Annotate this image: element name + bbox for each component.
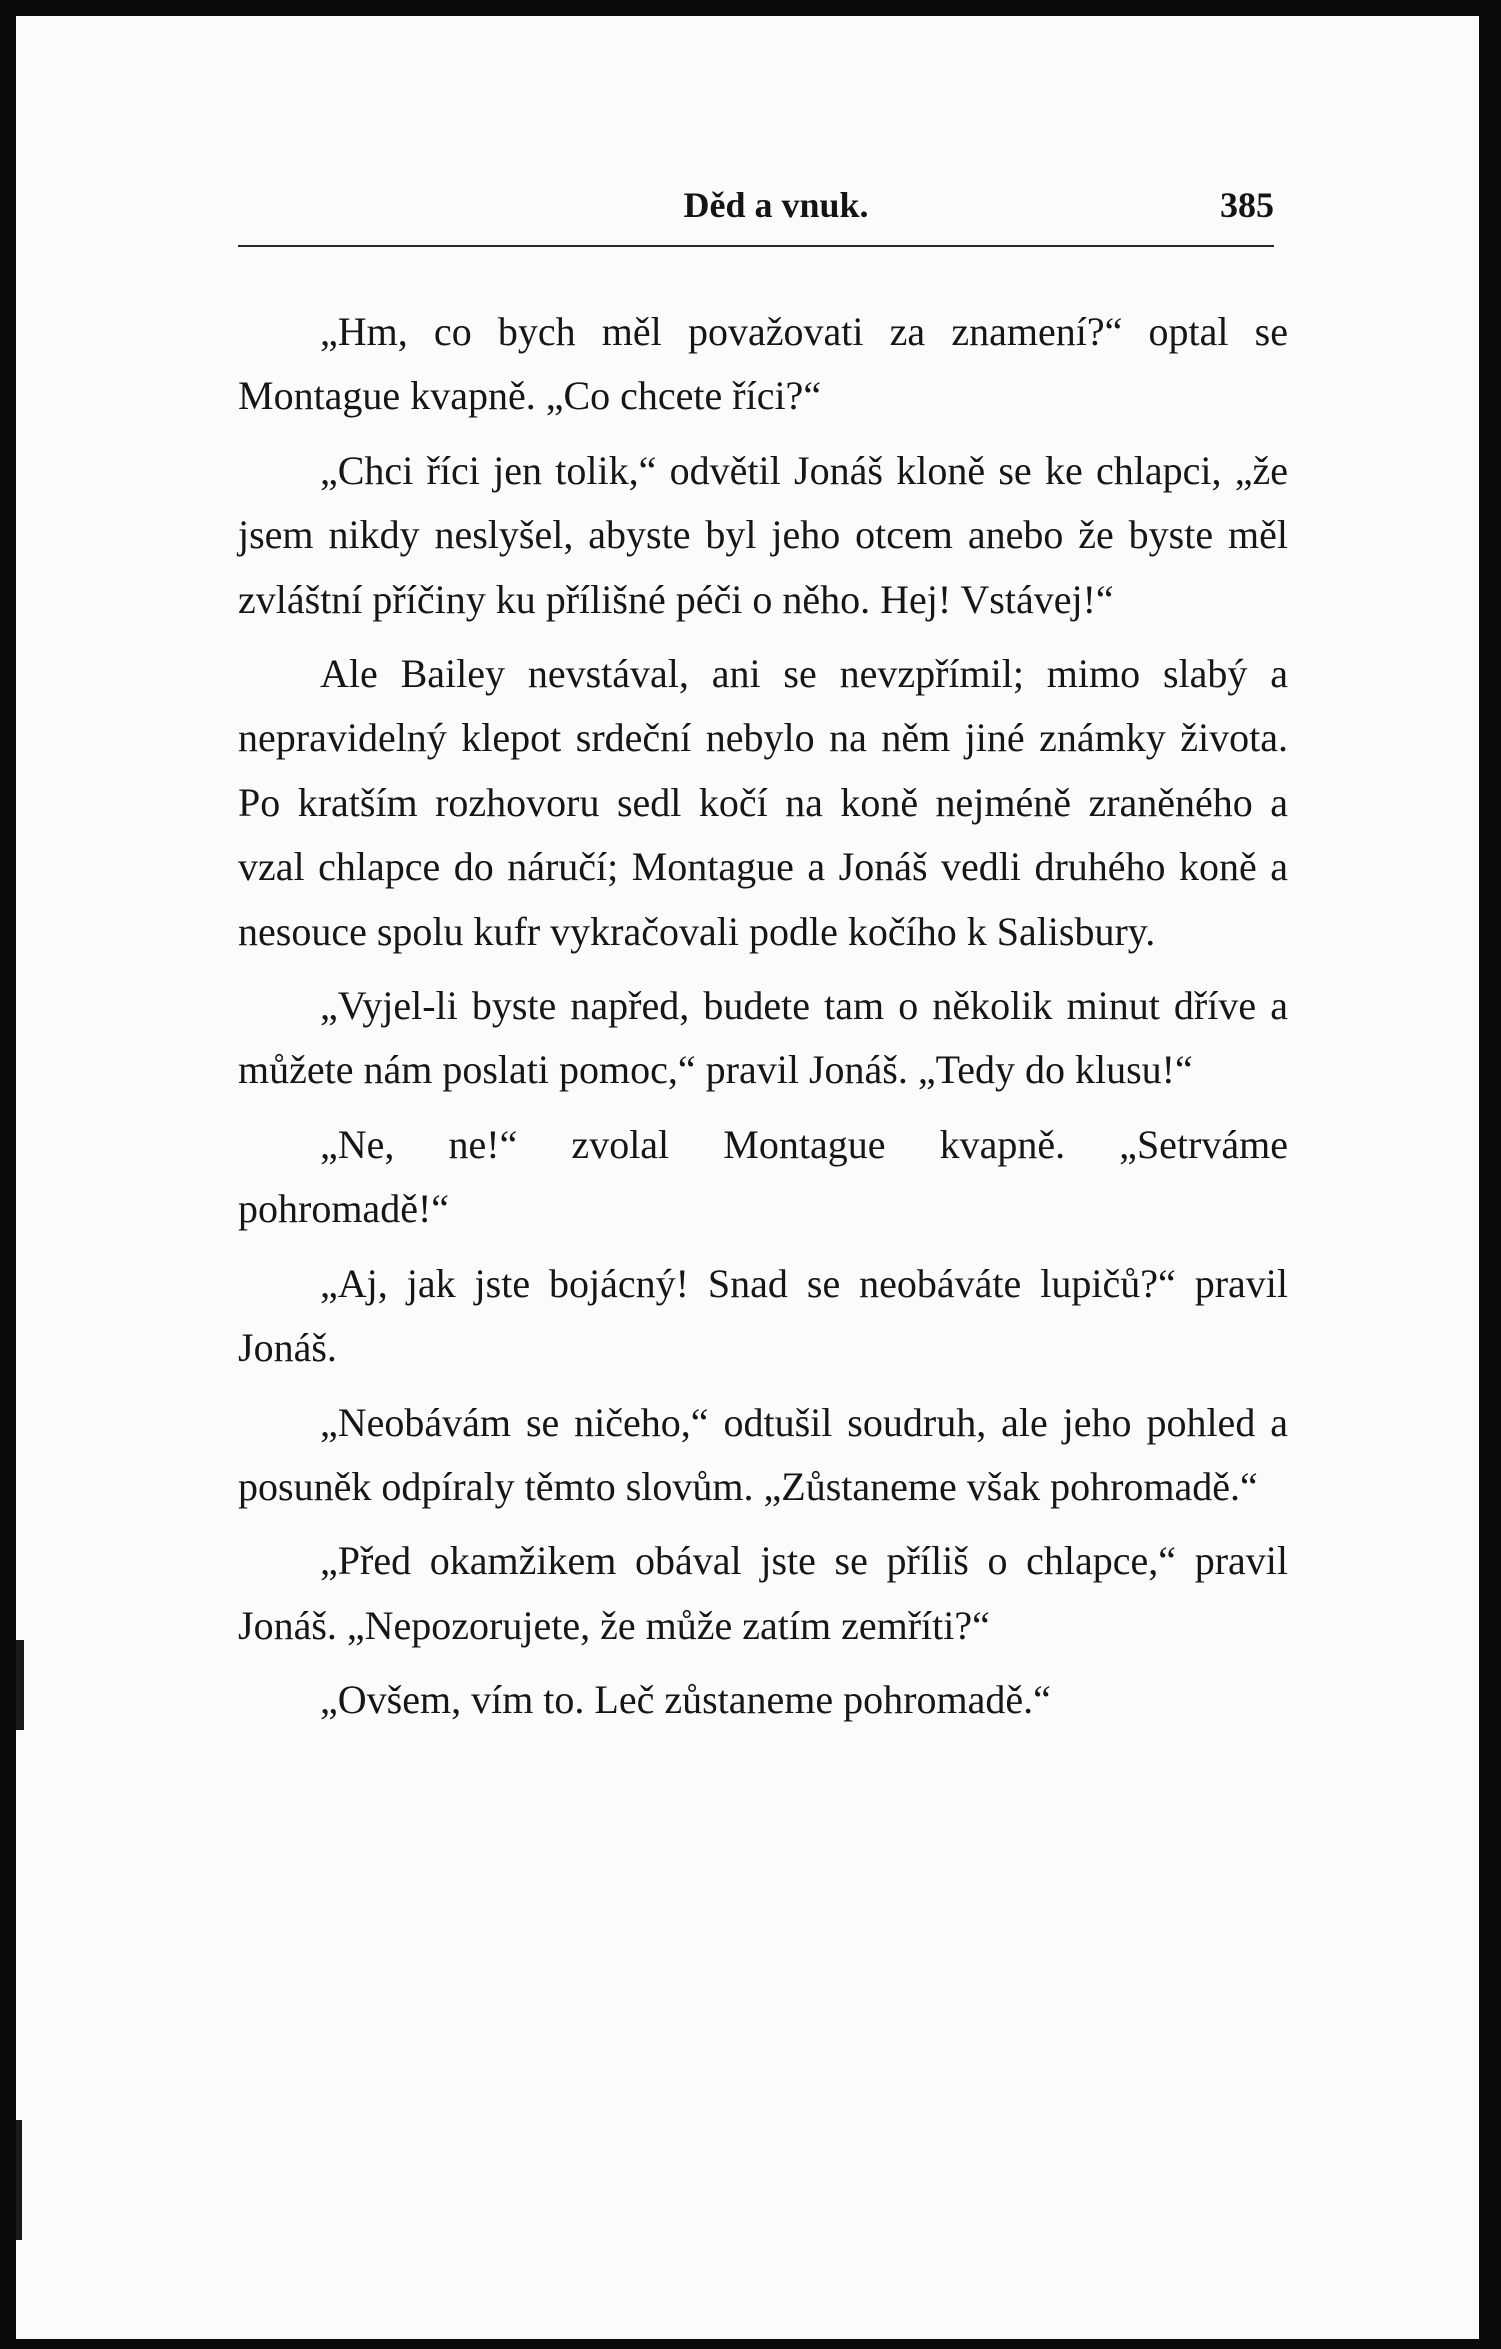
- paragraph: „Vyjel-li byste napřed, budete tam o několik minut dříve a můžete nám poslati pomoc,“ pravil Jonáš. „Tedy do klusu!“: [238, 983, 1288, 1093]
- paragraph: „Ne, ne!“ zvolal Montague kvapně. „Setrváme pohromadě!“: [238, 1121, 1288, 1232]
- scan-border-left: [0, 0, 16, 2349]
- scan-border-top: [0, 0, 1501, 16]
- binding-mark: [16, 2120, 22, 2240]
- scan-border-bottom: [0, 2339, 1501, 2349]
- paragraph: „Před okamžikem obával jste se příliš o chlapce,“ pravil Jonáš. „Nepozorujete, že může zatím zemříti?“: [238, 1538, 1288, 1648]
- paragraph: „Hm, co bych měl považovati za znamení?“ optal se Montague kvapně. „Co chcete říci?“: [238, 309, 1288, 419]
- scan-border-right: [1479, 0, 1501, 2349]
- binding-mark: [16, 1640, 24, 1730]
- paragraph: „Ovšem, vím to. Leč zůstaneme pohromadě.“: [320, 1677, 1051, 1723]
- running-title: Děd a vnuk.: [683, 185, 869, 225]
- paragraph: „Chci říci jen tolik,“ odvětil Jonáš kloně se ke chlapci, „že jsem nikdy neslyšel, abyste byl jeho otcem anebo že byste měl zvláštní příčiny ku přílišné péči o něho. Hej! Vstávej!“: [238, 447, 1288, 622]
- page-header: [238, 176, 1274, 236]
- paragraph: „Aj, jak jste bojácný! Snad se neobáváte lupičů?“ pravil Jonáš.: [238, 1260, 1288, 1371]
- page-number: 385: [1220, 185, 1274, 225]
- paragraph: Ale Bailey nevstával, ani se nevzpřímil; mimo slabý a nepravidelný klepot srdeční nebylo na něm jiné známky života. Po kratším rozhovoru sedl kočí na koně nejméně zraněného a vzal chlapce do náručí; Montague a Jonáš vedli druhého koně a nesouce spolu kufr vykračovali podle kočího k Salisbury.: [238, 651, 1288, 954]
- body-text: [238, 300, 1288, 1733]
- header-rule: [238, 245, 1274, 247]
- paragraph: „Neobávám se ničeho,“ odtušil soudruh, ale jeho pohled a posuněk odpíraly těmto slovům. „Zůstaneme však pohromadě.“: [238, 1399, 1288, 1509]
